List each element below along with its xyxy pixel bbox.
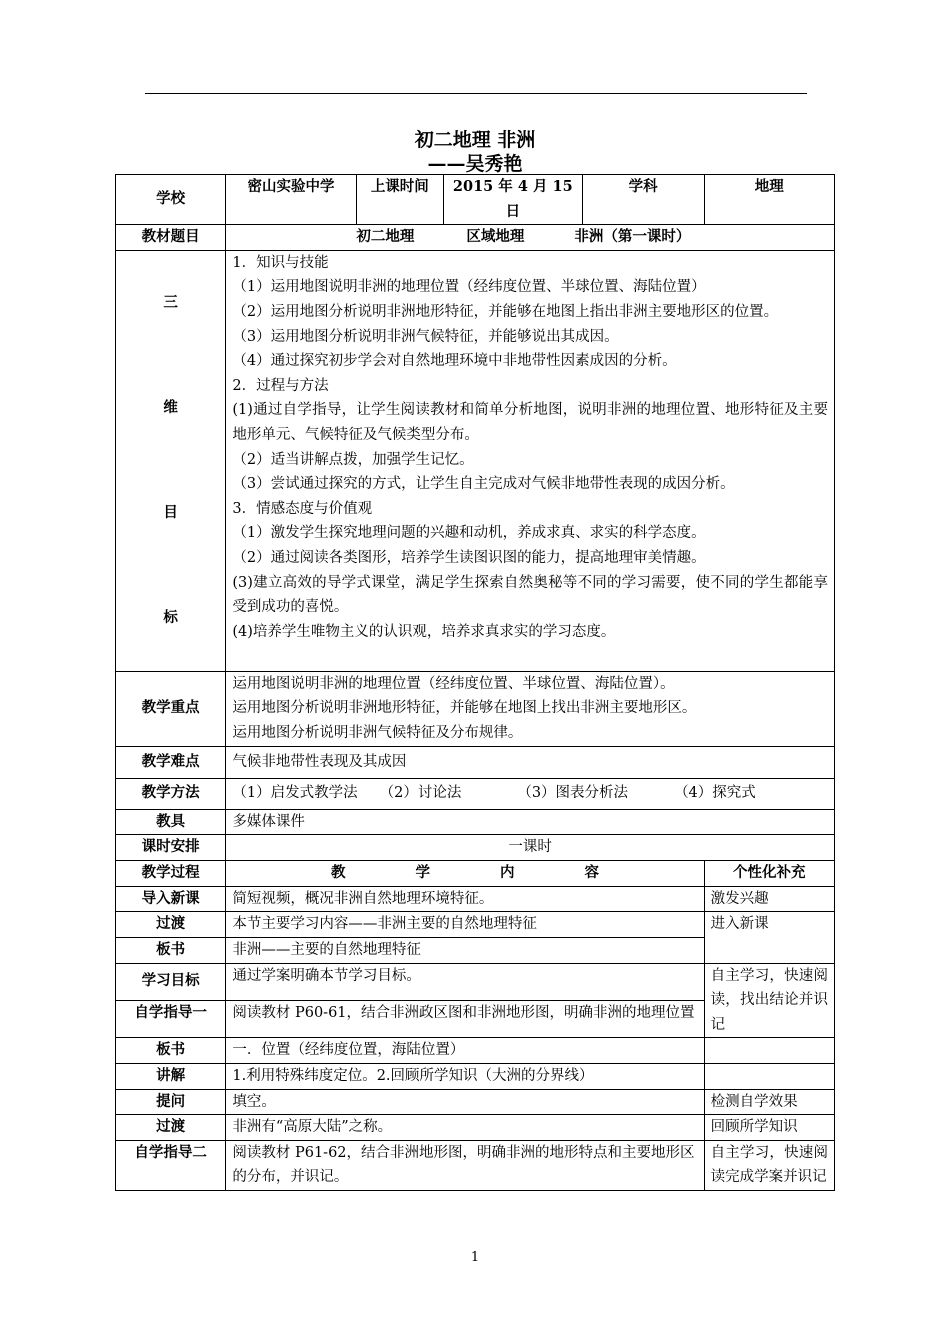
- key-points-content: [226, 671, 835, 746]
- process-step-extra: [704, 1063, 834, 1089]
- content-header-char: 容: [584, 863, 599, 881]
- date-value: 2015 年 4 月 15 日: [443, 175, 582, 225]
- process-step-content: 简短视频，概况非洲自然地理环境特征。: [226, 886, 704, 912]
- process-step-content: 阅读教材 P60-61，结合非洲政区图和非洲地形图，明确非洲的地理位置: [226, 1000, 704, 1037]
- process-step-label: 自学指导一: [116, 1000, 226, 1037]
- process-step-label: 板书: [116, 1038, 226, 1064]
- process-label: 教学过程: [116, 860, 226, 886]
- methods-label: 教学方法: [116, 778, 226, 809]
- key-point-line: 运用地图分析说明非洲地形特征，并能够在地图上找出非洲主要地形区。: [232, 700, 697, 717]
- schedule-content: 一课时: [226, 835, 835, 861]
- process-row: [116, 1140, 835, 1190]
- method-item: （1）启发式教学法: [232, 785, 358, 802]
- process-step-label: 过渡: [116, 1115, 226, 1141]
- objective-line: (3)建立高效的导学式课堂，满足学生探索自然奥秘等不同的学习需要，使不同的学生都能享受到成功的喜悦。: [232, 574, 828, 616]
- key-point-line: 运用地图分析说明非洲气候特征及分布规律。: [232, 724, 523, 741]
- extra-header: 个性化补充: [704, 860, 834, 886]
- process-step-extra: 自主学习，快速阅读，找出结论并识记: [704, 963, 834, 1038]
- method-item: （2）讨论法: [379, 785, 462, 802]
- process-step-extra: 自主学习，快速阅读完成学案并识记: [704, 1140, 834, 1190]
- tools-content: 多媒体课件: [226, 809, 835, 835]
- difficulty-row: [116, 746, 835, 778]
- process-step-label: 提问: [116, 1089, 226, 1115]
- school-label: 学校: [116, 175, 226, 225]
- content-header-char: 学: [415, 863, 430, 881]
- schedule-row: [116, 835, 835, 861]
- objective-line: （2）通过阅读各类图形，培养学生读图识图的能力，提高地理审美情趣。: [232, 549, 706, 566]
- process-step-label: 讲解: [116, 1063, 226, 1089]
- objective-line: （1）运用地图说明非洲的地理位置（经纬度位置、半球位置、海陆位置）: [232, 279, 706, 296]
- process-step-label: 自学指导二: [116, 1140, 226, 1190]
- tools-label: 教具: [116, 809, 226, 835]
- objective-heading: 1．知识与技能: [232, 254, 329, 271]
- objectives-char: 标: [163, 608, 178, 626]
- process-row: [116, 886, 835, 912]
- process-step-content: 本节主要学习内容——非洲主要的自然地理特征: [226, 912, 704, 938]
- objective-heading: 3．情感态度与价值观: [232, 500, 373, 517]
- header-rule: [145, 93, 807, 94]
- objective-heading: 2．过程与方法: [232, 377, 329, 394]
- page-number: 1: [470, 1250, 480, 1265]
- objectives-content: [226, 250, 835, 671]
- objective-line: （4）通过探究初步学会对自然地理环境中非地带性因素成因的分析。: [232, 353, 677, 370]
- key-point-line: 运用地图说明非洲的地理位置（经纬度位置、半球位置、海陆位置）。: [232, 675, 675, 692]
- method-item: （3）图表分析法: [517, 785, 629, 802]
- process-step-extra: 回顾所学知识: [704, 1115, 834, 1141]
- objective-line: （3）尝试通过探究的方式，让学生自主完成对气候非地带性表现的成因分析。: [232, 476, 735, 493]
- objectives-char: 目: [163, 503, 178, 521]
- textbook-label: 教材题目: [116, 225, 226, 251]
- process-row: [116, 963, 835, 1000]
- document-title: 初二地理 非洲: [414, 129, 536, 151]
- textbook-value: [226, 225, 835, 251]
- difficulty-label: 教学难点: [116, 746, 226, 778]
- content-header-char: 教: [330, 863, 346, 881]
- key-points-label: 教学重点: [116, 671, 226, 746]
- textbook-part: 区域地理: [466, 228, 525, 246]
- process-step-extra: 进入新课: [704, 912, 834, 963]
- process-step-label: 学习目标: [116, 963, 226, 1000]
- process-row: [116, 912, 835, 938]
- objective-line: （1）激发学生探究地理问题的兴趣和动机，养成求真、求实的科学态度。: [232, 525, 706, 542]
- process-step-content: 填空。: [226, 1089, 704, 1115]
- process-step-label: 板书: [116, 937, 226, 963]
- textbook-part: 非洲（第一课时）: [574, 228, 691, 246]
- process-header-row: [116, 860, 835, 886]
- textbook-part: 初二地理: [356, 228, 415, 246]
- subject-label: 学科: [582, 175, 704, 225]
- process-step-content: 阅读教材 P61-62，结合非洲地形图，明确非洲的地形特点和主要地形区的分布，并识记。: [226, 1140, 704, 1190]
- objectives-label: [116, 250, 226, 671]
- process-step-extra: 激发兴趣: [704, 886, 834, 912]
- subject-value: 地理: [704, 175, 834, 225]
- content-header-char: 内: [499, 863, 515, 881]
- process-step-extra: 检测自学效果: [704, 1089, 834, 1115]
- info-row: [116, 175, 835, 225]
- schedule-label: 课时安排: [116, 835, 226, 861]
- process-step-content: 1.利用特殊纬度定位。2.回顾所学知识（大洲的分界线）: [226, 1063, 704, 1089]
- content-header: [226, 860, 704, 886]
- document-author: ——吴秀艳: [427, 153, 523, 175]
- process-row: [116, 1089, 835, 1115]
- process-row: [116, 1063, 835, 1089]
- process-row: [116, 1038, 835, 1064]
- objectives-row: [116, 250, 835, 671]
- objectives-char: 三: [163, 293, 178, 311]
- process-step-extra: [704, 1038, 834, 1064]
- objective-line: （2）运用地图分析说明非洲地形特征，并能够在地图上指出非洲主要地形区的位置。: [232, 303, 779, 320]
- process-row: [116, 1115, 835, 1141]
- objective-line: （2）适当讲解点拨，加强学生记忆。: [232, 451, 474, 468]
- process-step-content: 非洲有“高原大陆”之称。: [226, 1115, 704, 1141]
- school-value: 密山实验中学: [226, 175, 356, 225]
- objective-line: (4)培养学生唯物主义的认识观，培养求真求实的学习态度。: [232, 623, 616, 640]
- key-points-row: [116, 671, 835, 746]
- objective-line: (1)通过自学指导，让学生阅读教材和简单分析地图，说明非洲的地理位置、地形特征及主要地形单元、气候特征及气候类型分布。: [232, 402, 828, 443]
- tools-row: [116, 809, 835, 835]
- process-step-content: 一．位置（经纬度位置，海陆位置）: [226, 1038, 704, 1064]
- difficulty-content: 气候非地带性表现及其成因: [226, 746, 835, 778]
- lesson-plan-table: [115, 174, 835, 1191]
- objective-line: （3）运用地图分析说明非洲气候特征，并能够说出其成因。: [232, 328, 619, 345]
- process-step-label: 过渡: [116, 912, 226, 938]
- time-label: 上课时间: [356, 175, 443, 225]
- method-item: （4）探究式: [674, 785, 756, 802]
- process-step-content: 通过学案明确本节学习目标。: [226, 963, 704, 1000]
- objectives-char: 维: [163, 398, 178, 416]
- textbook-row: [116, 225, 835, 251]
- process-step-content: 非洲——主要的自然地理特征: [226, 937, 704, 963]
- methods-content: [226, 778, 835, 809]
- process-step-label: 导入新课: [116, 886, 226, 912]
- methods-row: [116, 778, 835, 809]
